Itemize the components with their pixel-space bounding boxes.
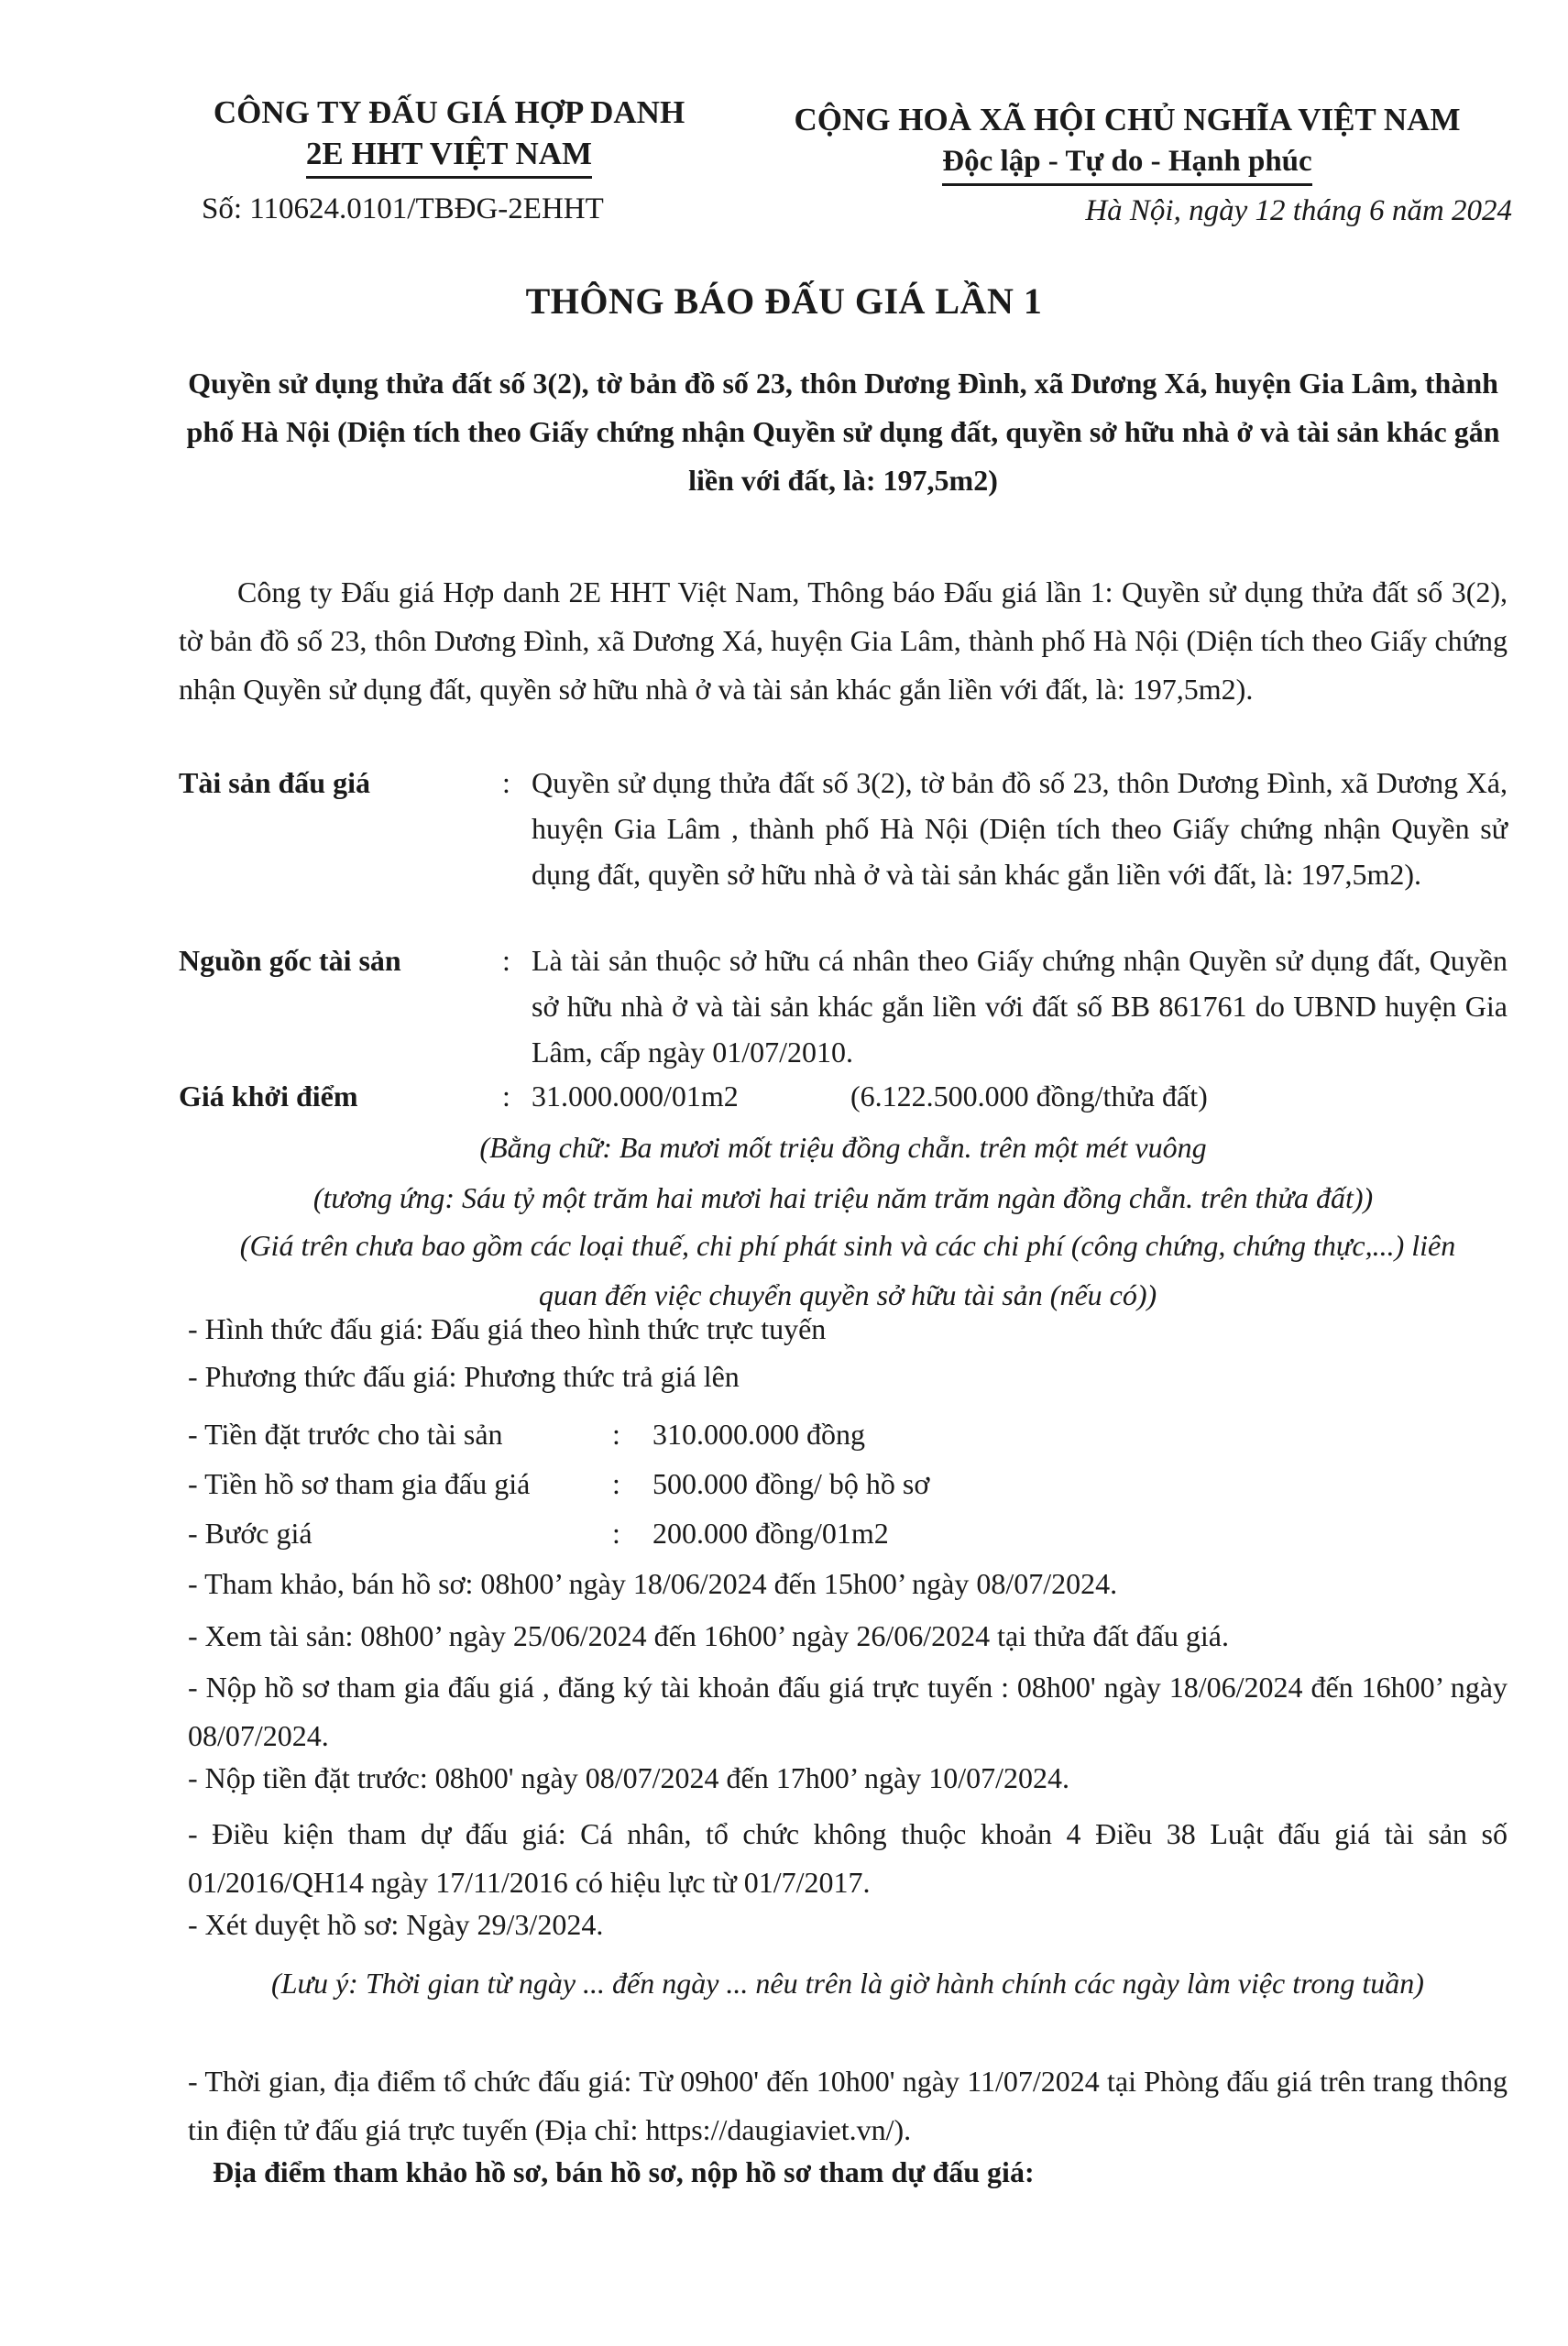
asset-colon: :	[502, 766, 510, 799]
issuer-name: CÔNG TY ĐẤU GIÁ HỢP DANH	[213, 94, 685, 130]
asset-label: Tài sản đấu giá	[179, 766, 370, 799]
price-step-label: - Bước giá	[188, 1517, 313, 1550]
document-subject: Quyền sử dụng thửa đất số 3(2), tờ bản đồ số 23, thôn Dương Đình, xã Dương Xá, huyện Gia Lâm, thành phố Hà Nội (Diện tích theo Giấy chứng nhận Quyền sử dụng đất, quyền sở hữu nhà ở và tài sản khác gắn liền với đất, là: 197,5m2)	[186, 367, 1500, 497]
origin-label: Nguồn gốc tài sản	[179, 944, 401, 977]
starting-price-total: (6.122.500.000 đồng/thửa đất)	[850, 1080, 1208, 1113]
origin-colon: :	[502, 944, 510, 977]
origin-value: Là tài sản thuộc sở hữu cá nhân theo Giấy chứng nhận Quyền sử dụng đất, Quyền sở hữu nhà ở và tài sản khác gắn liền với đất số BB 861761 do UBND huyện Gia Lâm, cấp ngày 01/07/2010.	[532, 944, 1508, 1069]
national-motto: Độc lập - Tự do - Hạnh phúc	[942, 141, 1311, 186]
asset-viewing-period: - Xem tài sản: 08h00’ ngày 25/06/2024 đến 16h00’ ngày 26/06/2024 tại thửa đất đấu giá.	[188, 1619, 1229, 1652]
asset-value: Quyền sử dụng thửa đất số 3(2), tờ bản đồ số 23, thôn Dương Đình, xã Dương Xá, huyện Gia Lâm , thành phố Hà Nội (Diện tích theo Giấy chứng nhận Quyền sử dụng đất, quyền sở hữu nhà ở và tài sản khác gắn liền với đất, là: 197,5m2).	[532, 766, 1508, 891]
deposit-payment-period: - Nộp tiền đặt trước: 08h00' ngày 08/07/2024 đến 17h00’ ngày 10/07/2024.	[188, 1761, 1069, 1794]
starting-price-value: 31.000.000/01m2	[532, 1080, 739, 1113]
issuer-name-line2: 2E HHT VIỆT NAM	[306, 134, 592, 179]
national-title: CỘNG HOÀ XÃ HỘI CHỦ NGHĨA VIỆT NAM	[794, 102, 1461, 137]
document-number: Số: 110624.0101/TBĐG-2EHHT	[202, 192, 604, 225]
deposit-label: - Tiền đặt trước cho tài sản	[188, 1418, 503, 1451]
auction-time-and-venue: - Thời gian, địa điểm tổ chức đấu giá: Từ 09h00' đến 10h00' ngày 11/07/2024 tại Phòng đấu giá trên trang thông tin điện tử đấu giá trực tuyến (Địa chỉ: https://daugiaviet.vn/).	[188, 2065, 1508, 2146]
price-step-value: 200.000 đồng/01m2	[652, 1517, 889, 1550]
auction-form: - Hình thức đấu giá: Đấu giá theo hình thức trực tuyến	[188, 1312, 827, 1345]
venue-heading: Địa điểm tham khảo hồ sơ, bán hồ sơ, nộp hồ sơ tham dự đấu giá:	[213, 2155, 1035, 2188]
issuer-block	[156, 92, 742, 179]
intro-paragraph: Công ty Đấu giá Hợp danh 2E HHT Việt Nam, Thông báo Đấu giá lần 1: Quyền sử dụng thửa đất số 3(2), tờ bản đồ số 23, thôn Dương Đình, xã Dương Xá, huyện Gia Lâm, thành phố Hà Nội (Diện tích theo Giấy chứng nhận Quyền sử dụng đất, quyền sở hữu nhà ở và tài sản khác gắn liền với đất, là: 197,5m2).	[179, 576, 1508, 706]
fee-colon: :	[612, 1467, 620, 1500]
working-hours-note: (Lưu ý: Thời gian từ ngày ... đến ngày ... nêu trên là giờ hành chính các ngày làm việc trong tuần)	[271, 1967, 1424, 2000]
submission-period: - Nộp hồ sơ tham gia đấu giá , đăng ký tài khoản đấu giá trực tuyến : 08h00' ngày 18/06/2024 đến 16h00’ ngày 08/07/2024.	[188, 1671, 1508, 1752]
deposit-colon: :	[612, 1418, 620, 1451]
price-in-words: (Bằng chữ: Ba mươi mốt triệu đồng chẵn. trên một mét vuông	[479, 1131, 1207, 1164]
document-review-date: - Xét duyệt hồ sơ: Ngày 29/3/2024.	[188, 1908, 604, 1941]
fee-value: 500.000 đồng/ bộ hồ sơ	[652, 1467, 930, 1500]
document-sale-period: - Tham khảo, bán hồ sơ: 08h00’ ngày 18/06/2024 đến 15h00’ ngày 08/07/2024.	[188, 1567, 1118, 1600]
deposit-value: 310.000.000 đồng	[652, 1418, 865, 1451]
fee-label: - Tiền hồ sơ tham gia đấu giá	[188, 1467, 531, 1500]
document-title: THÔNG BÁO ĐẤU GIÁ LẦN 1	[525, 280, 1043, 322]
price-note: (Giá trên chưa bao gồm các loại thuế, chi phí phát sinh và các chi phí (công chứng, chứng thực,...) liên quan đến việc chuyển quyền sở hữu tài sản (nếu có))	[239, 1229, 1456, 1311]
price-equivalent-in-words: (tương ứng: Sáu tỷ một trăm hai mươi hai triệu năm trăm ngàn đồng chẵn. trên thửa đất))	[313, 1181, 1374, 1214]
starting-price-label: Giá khởi điểm	[179, 1080, 358, 1113]
price-step-colon: :	[612, 1517, 620, 1550]
starting-price-colon: :	[502, 1080, 510, 1113]
national-header	[751, 99, 1503, 186]
place-and-date: Hà Nội, ngày 12 tháng 6 năm 2024	[1085, 194, 1512, 227]
participation-conditions: - Điều kiện tham dự đấu giá: Cá nhân, tổ chức không thuộc khoản 4 Điều 38 Luật đấu giá tài sản số 01/2016/QH14 ngày 17/11/2016 có hiệu lực từ 01/7/2017.	[188, 1817, 1508, 1899]
auction-method: - Phương thức đấu giá: Phương thức trả giá lên	[188, 1360, 740, 1393]
